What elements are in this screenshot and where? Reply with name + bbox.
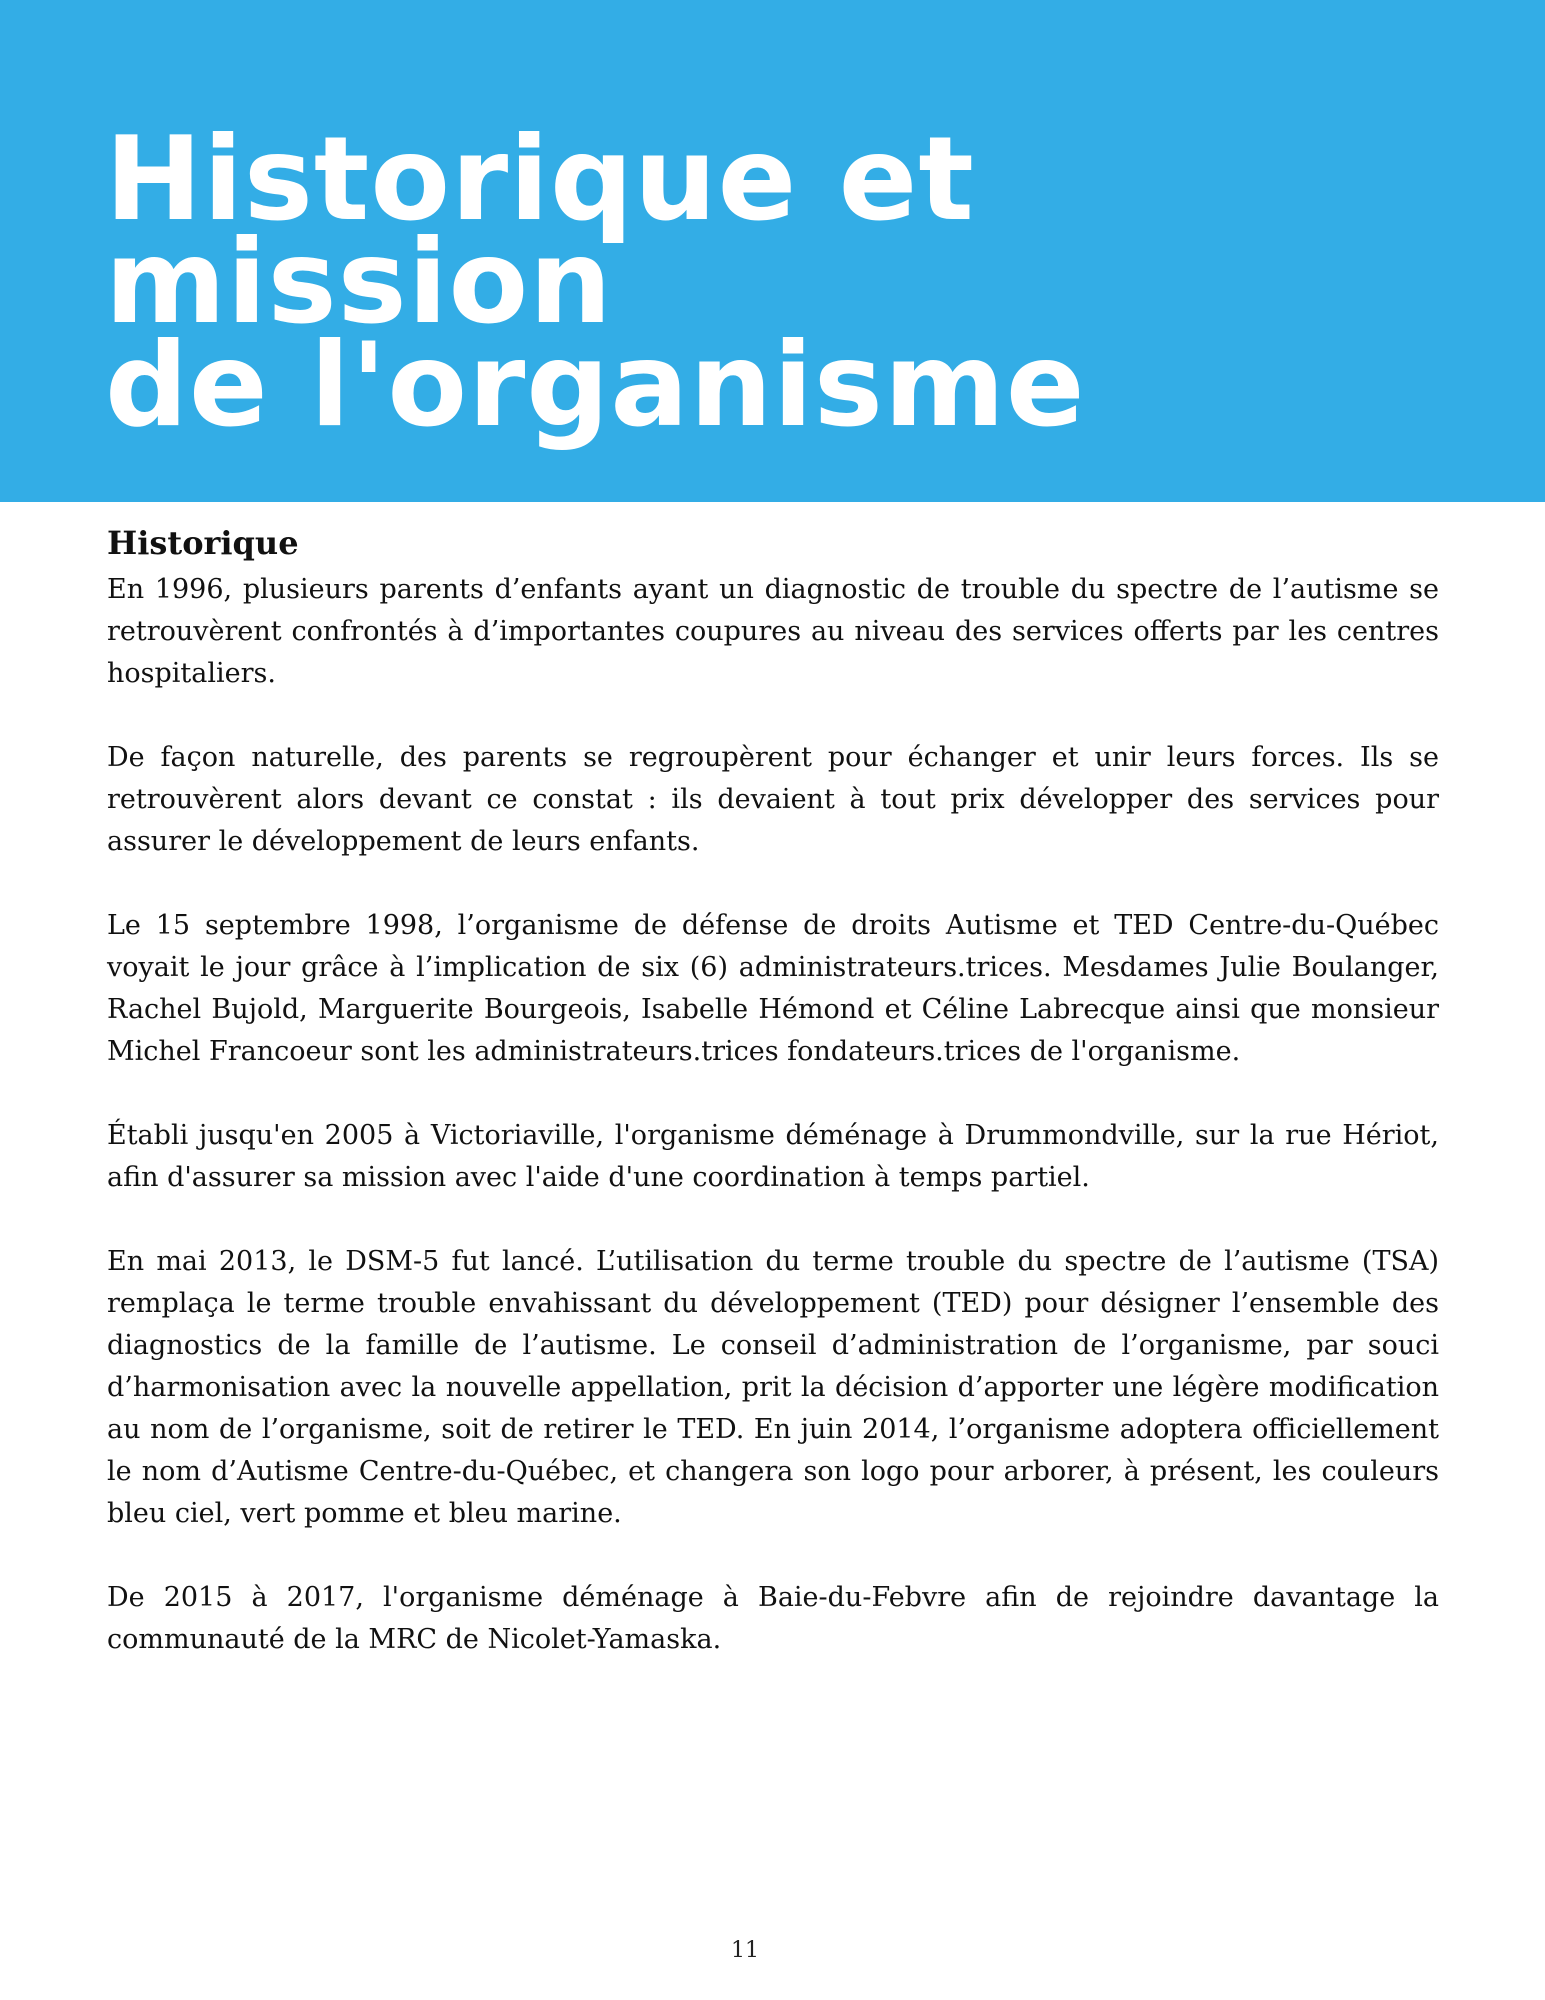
paragraph-1996: En 1996, plusieurs parents d’enfants ayant un diagnostic de trouble du spectre de l’autisme se retrouvèrent confrontés à d’importantes coupures au niveau des services offerts par les centres hospitaliers. — [107, 574, 1439, 689]
paragraph-2015-baie-du-febvre: De 2015 à 2017, l'organisme déménage à Baie-du-Febvre afin de rejoindre davantage la communauté de la MRC de Nicolet-Yamaska. — [107, 1582, 1439, 1655]
main-content — [107, 519, 1439, 1703]
section-heading: Historique — [107, 524, 299, 562]
paragraph-2005-drummondville: Établi jusqu'en 2005 à Victoriaville, l'organisme déménage à Drummondville, sur la rue Hériot, afin d'assurer sa mission avec l'aide d'une coordination à temps partiel. — [107, 1120, 1439, 1193]
paragraph-2013-dsm5: En mai 2013, le DSM-5 fut lancé. L’utilisation du terme trouble du spectre de l’autisme (TSA) remplaça le terme trouble envahissant du développement (TED) pour désigner l’ensemble des diagnostics de la famille de l’autisme. Le conseil d’administration de l’organisme, par souci d’harmonisation avec la nouvelle appellation, prit la décision d’apporter une légère modification au nom de l’organisme, soit de retirer le TED. En juin 2014, l’organisme adoptera officiellement le nom d’Autisme Centre-du-Québec, et changera son logo pour arborer, à présent, les couleurs bleu ciel, vert pomme et bleu marine. — [107, 1246, 1439, 1529]
page-title — [105, 112, 1485, 453]
paragraph-parents-regroupement: De façon naturelle, des parents se regroupèrent pour échanger et unir leurs forces. Ils se retrouvèrent alors devant ce constat : ils devaient à tout prix développer des services pour assurer le développement de leurs enfants. — [107, 742, 1439, 857]
paragraph-1998-fondation: Le 15 septembre 1998, l’organisme de défense de droits Autisme et TED Centre-du-Québec voyait le jour grâce à l’implication de six (6) administrateurs.trices. Mesdames Julie Boulanger, Rachel Bujold, Marguerite Bourgeois, Isabelle Hémond et Céline Labrecque ainsi que monsieur Michel Francoeur sont les administrateurs.trices fondateurs.trices de l'organisme. — [107, 910, 1439, 1067]
page-title-line-2: de l'organisme — [105, 318, 1086, 453]
page-number: 11 — [731, 1938, 759, 1963]
page-title-line-1: Historique et mission — [105, 112, 975, 350]
